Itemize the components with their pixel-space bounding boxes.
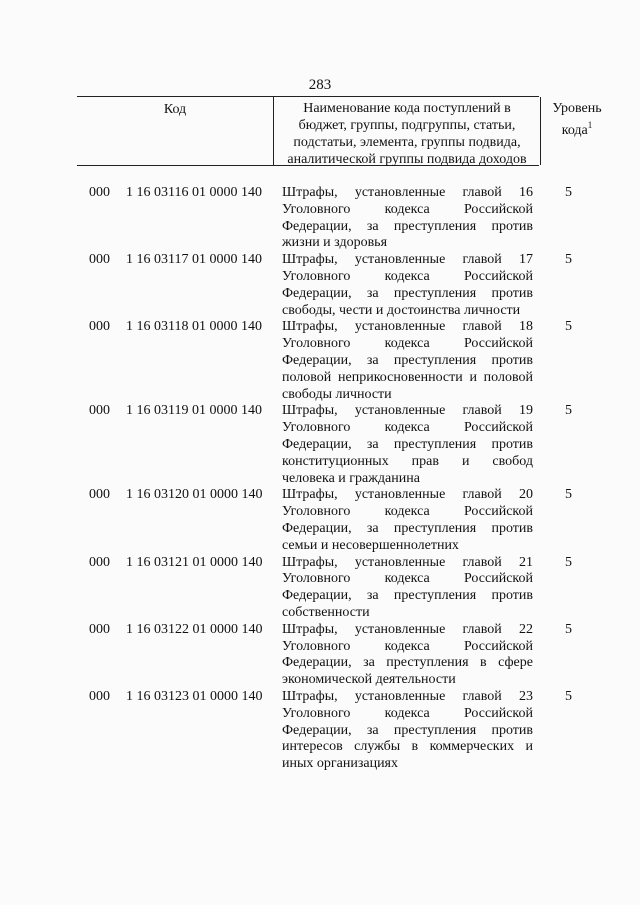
admin-code: 000	[89, 252, 110, 268]
revenue-name-line: человека и гражданина	[282, 470, 420, 486]
table-header	[77, 96, 602, 167]
code-level: 5	[565, 621, 572, 637]
revenue-name-line: свободы, чести и достоинства личности	[282, 302, 521, 318]
revenue-name-line: половой неприкосновенности и половой	[282, 369, 533, 385]
footnote-mark: 1	[587, 120, 593, 130]
revenue-name-line: интересов службы в коммерческих и	[282, 739, 533, 755]
table-row	[0, 252, 640, 319]
admin-code: 000	[89, 621, 110, 637]
revenue-name	[282, 622, 533, 689]
table-row	[0, 487, 640, 554]
table-body	[0, 185, 640, 773]
admin-code: 000	[89, 403, 110, 419]
revenue-name-line: Штрафы, установленные главой 22	[282, 621, 533, 637]
revenue-name-line: конституционных прав и свобод	[282, 453, 533, 469]
revenue-name-line: Штрафы, установленные главой 21	[282, 554, 533, 570]
table-row	[0, 622, 640, 689]
revenue-code: 1 16 03116 01 0000 140	[126, 185, 262, 200]
revenue-name-line: иных организациях	[282, 756, 398, 772]
revenue-name-line: жизни и здоровья	[282, 235, 388, 251]
header-level-label: кода	[561, 123, 588, 138]
table-row	[0, 555, 640, 622]
revenue-name-line: Федерации, за преступления против	[282, 352, 533, 368]
code-level: 5	[565, 554, 572, 570]
revenue-code: 1 16 03117 01 0000 140	[126, 252, 262, 268]
revenue-name-line: собственности	[282, 604, 370, 620]
revenue-name-line: свободы личности	[282, 386, 392, 402]
admin-code: 000	[89, 554, 110, 570]
header-name-line: подстатьи, элемента, группы подвида,	[293, 135, 521, 150]
revenue-name	[282, 403, 533, 487]
revenue-name	[282, 689, 533, 773]
revenue-code: 1 16 03119 01 0000 140	[126, 403, 262, 419]
revenue-name-line: Федерации, за преступления против	[282, 218, 533, 234]
revenue-code: 1 16 03120 01 0000 140	[126, 487, 263, 503]
revenue-name-line: Штрафы, установленные главой 18	[282, 319, 533, 335]
table-row	[0, 319, 640, 403]
revenue-name	[282, 555, 533, 622]
header-level-line	[541, 117, 613, 139]
header-level	[541, 100, 613, 139]
revenue-name-line: Уголовного кодекса Российской	[282, 268, 533, 284]
admin-code: 000	[89, 319, 110, 335]
revenue-name-line: Уголовного кодекса Российской	[282, 638, 533, 654]
header-name-line: бюджет, группы, подгруппы, статьи,	[298, 118, 516, 133]
revenue-name-line: Федерации, за преступления против	[282, 722, 533, 738]
revenue-name-line: Федерации, за преступления против	[282, 285, 533, 301]
code-level: 5	[565, 319, 572, 335]
revenue-name-line: Штрафы, установленные главой 16	[282, 185, 533, 200]
revenue-name-line: Федерации, за преступления против	[282, 588, 533, 604]
admin-code: 000	[89, 487, 110, 503]
admin-code: 000	[89, 185, 110, 200]
revenue-name	[282, 185, 533, 252]
revenue-name	[282, 319, 533, 403]
revenue-name-line: Уголовного кодекса Российской	[282, 201, 533, 217]
revenue-name-line: Федерации, за преступления против	[282, 436, 533, 452]
header-level-line: Уровень	[552, 101, 602, 116]
revenue-name-line: Штрафы, установленные главой 17	[282, 252, 533, 268]
admin-code: 000	[89, 688, 110, 704]
header-code: Код	[163, 102, 187, 117]
revenue-name-line: Уголовного кодекса Российской	[282, 420, 533, 436]
code-level: 5	[565, 688, 572, 704]
code-level: 5	[565, 403, 572, 419]
revenue-name-line: Уголовного кодекса Российской	[282, 336, 533, 352]
revenue-name	[282, 252, 533, 319]
code-level: 5	[565, 487, 572, 503]
revenue-name-line: семьи и несовершеннолетних	[282, 537, 459, 553]
revenue-name-line: Штрафы, установленные главой 20	[282, 487, 533, 503]
revenue-code: 1 16 03118 01 0000 140	[126, 319, 262, 335]
revenue-name-line: Федерации, за преступления против	[282, 520, 533, 536]
code-level: 5	[565, 252, 572, 268]
table-row	[0, 185, 640, 252]
revenue-name-line: Уголовного кодекса Российской	[282, 705, 533, 721]
revenue-code: 1 16 03123 01 0000 140	[126, 688, 263, 704]
page-number: 283	[308, 77, 332, 93]
revenue-name-line: Штрафы, установленные главой 23	[282, 688, 533, 704]
revenue-name-line: Уголовного кодекса Российской	[282, 571, 533, 587]
table-row	[0, 689, 640, 773]
table-row	[0, 403, 640, 487]
header-name	[274, 100, 540, 168]
revenue-code: 1 16 03121 01 0000 140	[126, 554, 263, 570]
revenue-code: 1 16 03122 01 0000 140	[126, 621, 263, 637]
revenue-name	[282, 487, 533, 554]
revenue-name-line: Уголовного кодекса Российской	[282, 504, 533, 520]
header-name-line: аналитической группы подвида доходов	[287, 152, 527, 167]
revenue-name-line: Федерации, за преступления в сфере	[282, 655, 533, 671]
code-level: 5	[565, 185, 572, 200]
revenue-name-line: экономической деятельности	[282, 672, 456, 688]
header-name-line: Наименование кода поступлений в	[303, 101, 511, 116]
revenue-name-line: Штрафы, установленные главой 19	[282, 403, 533, 419]
